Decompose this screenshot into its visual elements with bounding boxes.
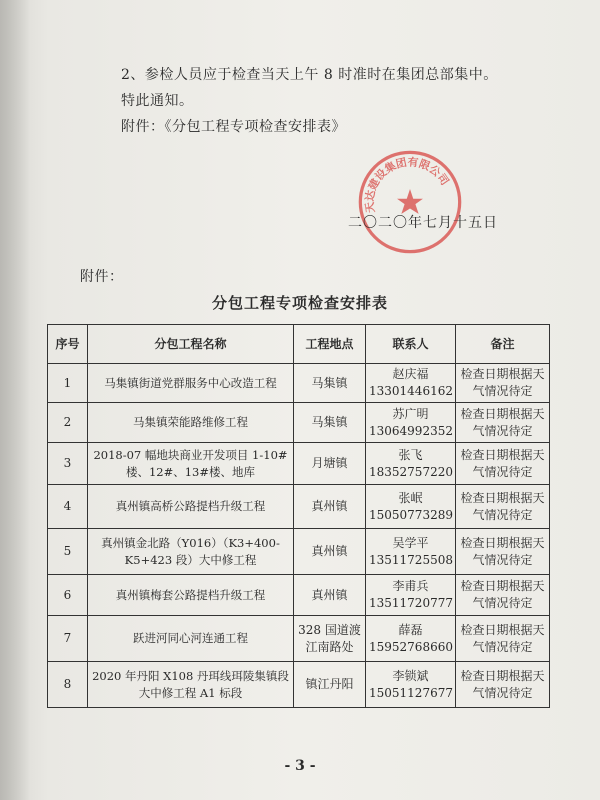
contact-phone: 15051127677 (369, 685, 453, 700)
row-project-name: 2018-07 幅地块商业开发项目 1-10#楼、12#、13#楼、地库 (88, 443, 294, 485)
header-location: 工程地点 (294, 325, 366, 364)
notice-attachment: 附件：《分包工程专项检查安排表》 (121, 119, 346, 135)
row-contact (366, 616, 456, 662)
row-no: 4 (48, 485, 88, 529)
row-contact (366, 662, 456, 708)
contact-name: 张飞 (398, 447, 423, 462)
contact-name: 薛磊 (398, 622, 423, 637)
row-project-name: 跃进河同心河连通工程 (88, 616, 294, 662)
seal-text: 天达建设集团有限公司 (362, 155, 452, 214)
header-note: 备注 (456, 325, 550, 364)
row-contact (366, 529, 456, 575)
table-header-row (48, 325, 550, 364)
page-number: - 3 - (284, 758, 316, 774)
row-project-name: 马集镇荣能路维修工程 (88, 403, 294, 443)
row-project-name: 马集镇街道党群服务中心改造工程 (88, 364, 294, 403)
contact-name: 李锁斌 (392, 668, 429, 683)
table-row (48, 616, 550, 662)
row-location: 真州镇 (294, 529, 366, 575)
row-location: 真州镇 (294, 575, 366, 616)
row-note: 检查日期根据天气情况待定 (456, 575, 550, 616)
row-location: 月塘镇 (294, 443, 366, 485)
table-row (48, 403, 550, 443)
row-contact (366, 485, 456, 529)
row-project-name: 真州镇高桥公路提档升级工程 (88, 485, 294, 529)
contact-name: 张岷 (398, 490, 423, 505)
row-note: 检查日期根据天气情况待定 (456, 485, 550, 529)
contact-phone: 18352757220 (369, 464, 453, 479)
contact-phone: 13511725508 (369, 552, 453, 567)
table-row (48, 529, 550, 575)
notice-closing: 特此通知。 (121, 93, 194, 109)
table-row (48, 662, 550, 708)
row-no: 2 (48, 403, 88, 443)
header-name: 分包工程名称 (88, 325, 294, 364)
header-no: 序号 (48, 325, 88, 364)
row-no: 6 (48, 575, 88, 616)
row-note: 检查日期根据天气情况待定 (456, 616, 550, 662)
row-note: 检查日期根据天气情况待定 (456, 529, 550, 575)
row-note: 检查日期根据天气情况待定 (456, 662, 550, 708)
row-contact (366, 443, 456, 485)
row-location: 马集镇 (294, 364, 366, 403)
schedule-table (47, 324, 550, 708)
contact-phone: 15952768660 (369, 639, 453, 654)
row-note: 检查日期根据天气情况待定 (456, 403, 550, 443)
row-no: 7 (48, 616, 88, 662)
row-no: 1 (48, 364, 88, 403)
row-no: 8 (48, 662, 88, 708)
contact-name: 赵庆福 (392, 367, 429, 381)
contact-name: 苏广明 (392, 406, 429, 421)
contact-phone: 13511720777 (369, 596, 453, 610)
row-note: 检查日期根据天气情况待定 (456, 364, 550, 403)
row-project-name: 真州镇金北路（Y016）（K3+400-K5+423 段）大中修工程 (88, 529, 294, 575)
row-location: 马集镇 (294, 403, 366, 443)
row-location: 镇江丹阳 (294, 662, 366, 708)
table-row (48, 364, 550, 403)
row-contact (366, 364, 456, 403)
row-no: 5 (48, 529, 88, 575)
table-title: 分包工程专项检查安排表 (211, 294, 388, 312)
row-project-name: 2020 年丹阳 X108 丹珥线珥陵集镇段大中修工程 A1 标段 (88, 662, 294, 708)
table-row (48, 575, 550, 616)
row-location: 真州镇 (294, 485, 366, 529)
contact-name: 吴学平 (392, 535, 429, 550)
row-project-name: 真州镇梅套公路提档升级工程 (88, 575, 294, 616)
page-edge-shadow (0, 0, 30, 800)
annex-label: 附件： (80, 269, 124, 285)
table-row (48, 485, 550, 529)
contact-phone: 15050773289 (369, 507, 453, 522)
row-location: 328 国道渡江南路处 (294, 616, 366, 662)
contact-phone: 13301446162 (369, 384, 453, 398)
row-contact (366, 403, 456, 443)
row-no: 3 (48, 443, 88, 485)
notice-date: 二〇二〇年七月十五日 (348, 215, 498, 231)
row-note: 检查日期根据天气情况待定 (456, 443, 550, 485)
notice-line-1: 2、参检人员应于检查当天上午 8 时准时在集团总部集中。 (121, 67, 498, 83)
company-seal-stamp (356, 148, 464, 256)
contact-phone: 13064992352 (369, 423, 453, 438)
seal-star-icon (397, 189, 423, 214)
contact-name: 李甫兵 (392, 579, 429, 593)
table-row (48, 443, 550, 485)
row-contact (366, 575, 456, 616)
header-contact: 联系人 (366, 325, 456, 364)
